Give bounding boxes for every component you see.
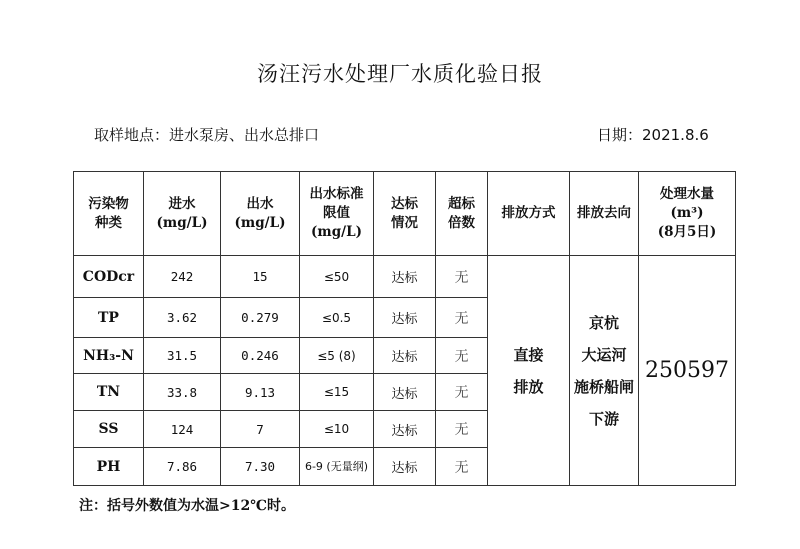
outflow-value: 0.246 (221, 338, 300, 374)
standard-limit: ≤50 (300, 256, 374, 298)
exceed-multiple: 无 (436, 256, 488, 298)
pollutant-name: TP (74, 298, 144, 338)
pollutant-name: CODcr (74, 256, 144, 298)
header-pollutant-line2: 种类 (95, 214, 122, 231)
discharge-dest-line3: 施桥船闸 (573, 377, 634, 396)
header-pollutant-line1: 污染物 (88, 195, 129, 212)
header-outflow-line1: 出水 (246, 195, 274, 212)
outflow-value: 15 (221, 256, 300, 298)
discharge-method-line2: 排放 (513, 377, 544, 396)
header-volume (639, 172, 736, 256)
outflow-value: 0.279 (221, 298, 300, 338)
discharge-dest-line2: 大运河 (581, 345, 627, 364)
header-outflow (221, 172, 300, 256)
compliance-status: 达标 (374, 298, 436, 338)
exceed-multiple: 无 (436, 338, 488, 374)
standard-limit: ≤0.5 (300, 298, 374, 338)
exceed-multiple: 无 (436, 448, 488, 486)
header-volume-line2: (m³) (670, 205, 704, 221)
header-exceed-line2: 倍数 (448, 214, 475, 231)
header-discharge-method: 排放方式 (488, 172, 570, 256)
standard-limit: 6-9 (无量纲) (300, 448, 374, 486)
pollutant-name: TN (74, 374, 144, 411)
table-row (74, 256, 736, 298)
header-status-line1: 达标 (391, 195, 418, 212)
compliance-status: 达标 (374, 338, 436, 374)
treated-volume: 250597 (639, 256, 736, 486)
header-discharge-dest: 排放去向 (570, 172, 639, 256)
discharge-dest-cell (570, 256, 639, 486)
inflow-value: 33.8 (144, 374, 221, 411)
water-quality-table (73, 171, 736, 486)
header-pollutant (74, 172, 144, 256)
header-volume-line1: 处理水量 (660, 186, 714, 202)
compliance-status: 达标 (374, 448, 436, 486)
header-row (74, 172, 736, 256)
inflow-value: 242 (144, 256, 221, 298)
report-date: 日期：2021.8.6 (597, 126, 709, 144)
header-status-line2: 情况 (391, 214, 418, 231)
outflow-value: 7.30 (221, 448, 300, 486)
header-volume-line3: (8月5日) (657, 224, 717, 240)
header-exceed-line1: 超标 (448, 195, 475, 212)
sampling-location: 取样地点：进水泵房、出水总排口 (94, 126, 320, 144)
standard-limit: ≤15 (300, 374, 374, 411)
header-exceed (436, 172, 488, 256)
outflow-value: 9.13 (221, 374, 300, 411)
compliance-status: 达标 (374, 411, 436, 448)
standard-limit: ≤5 (8) (300, 338, 374, 374)
discharge-method-cell (488, 256, 570, 486)
footnote: 注：括号外数值为水温>12℃时。 (79, 498, 295, 514)
header-inflow (144, 172, 221, 256)
header-outflow-line2: (mg/L) (234, 214, 286, 231)
inflow-value: 7.86 (144, 448, 221, 486)
exceed-multiple: 无 (436, 411, 488, 448)
report-title: 汤汪污水处理厂水质化验日报 (257, 62, 543, 86)
header-inflow-line2: (mg/L) (156, 214, 208, 231)
discharge-dest-line4: 下游 (588, 409, 619, 428)
exceed-multiple: 无 (436, 374, 488, 411)
header-standard (300, 172, 374, 256)
inflow-value: 124 (144, 411, 221, 448)
inflow-value: 31.5 (144, 338, 221, 374)
compliance-status: 达标 (374, 374, 436, 411)
header-status (374, 172, 436, 256)
pollutant-name: PH (74, 448, 144, 486)
exceed-multiple: 无 (436, 298, 488, 338)
header-standard-line2: 限值 (323, 205, 350, 221)
header-standard-line1: 出水标准 (309, 186, 364, 202)
compliance-status: 达标 (374, 256, 436, 298)
header-inflow-line1: 进水 (168, 195, 196, 212)
pollutant-name: SS (74, 411, 144, 448)
discharge-dest-line1: 京杭 (588, 313, 619, 332)
discharge-method-line1: 直接 (513, 345, 544, 364)
pollutant-name: NH₃-N (74, 338, 144, 374)
standard-limit: ≤10 (300, 411, 374, 448)
inflow-value: 3.62 (144, 298, 221, 338)
outflow-value: 7 (221, 411, 300, 448)
header-standard-line3: (mg/L) (311, 224, 362, 240)
